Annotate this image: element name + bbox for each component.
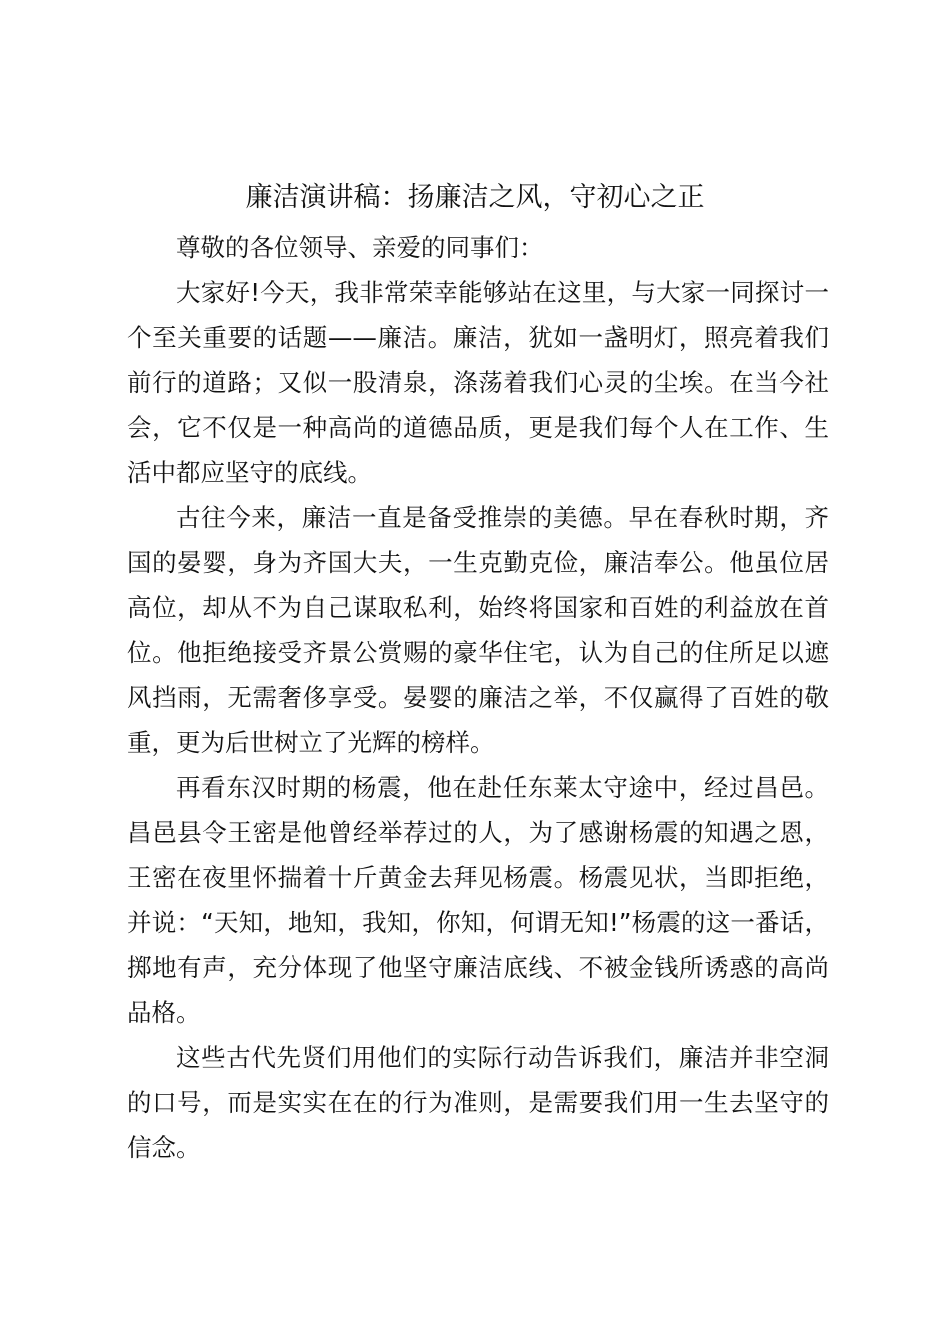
body-paragraph-1: 大家好!今天，我非常荣幸能够站在这里，与大家一同探讨一个至关重要的话题——廉洁。廉洁，犹如一盏明灯，照亮着我们前行的道路；又似一股清泉，涤荡着我们心灵的尘埃。在当今社会，它不仅是一种高尚的道德品质，更是我们每个人在工作、生活中都应坚守的底线。 bbox=[127, 278, 829, 487]
body-paragraph-4: 这些古代先贤们用他们的实际行动告诉我们，廉洁并非空洞的口号，而是实实在在的行为准则，是需要我们用一生去坚守的信念。 bbox=[127, 1043, 829, 1162]
salutation-paragraph: 尊敬的各位领导、亲爱的同事们： bbox=[176, 233, 544, 262]
body-paragraph-3: 再看东汉时期的杨震，他在赴任东莱太守途中，经过昌邑。昌邑县令王密是他曾经举荐过的人，为了感谢杨震的知遇之恩，王密在夜里怀揣着十斤黄金去拜见杨震。杨震见状，当即拒绝，并说：“天知，地知，我知，你知，何谓无知!”杨震的这一番话，掷地有声，充分体现了他坚守廉洁底线、不被金钱所诱惑的高尚品格。 bbox=[127, 773, 829, 1027]
document-body bbox=[127, 225, 829, 1170]
document-title: 廉洁演讲稿：扬廉洁之风，守初心之正 bbox=[245, 182, 705, 213]
body-paragraph-2: 古往今来，廉洁一直是备受推崇的美德。早在春秋时期，齐国的晏婴，身为齐国大夫，一生克勤克俭，廉洁奉公。他虽位居高位，却从不为自己谋取私利，始终将国家和百姓的利益放在首位。他拒绝接受齐景公赏赐的豪华住宅，认为自己的住所足以遮风挡雨，无需奢侈享受。晏婴的廉洁之举，不仅赢得了百姓的敬重，更为后世树立了光辉的榜样。 bbox=[127, 503, 829, 757]
